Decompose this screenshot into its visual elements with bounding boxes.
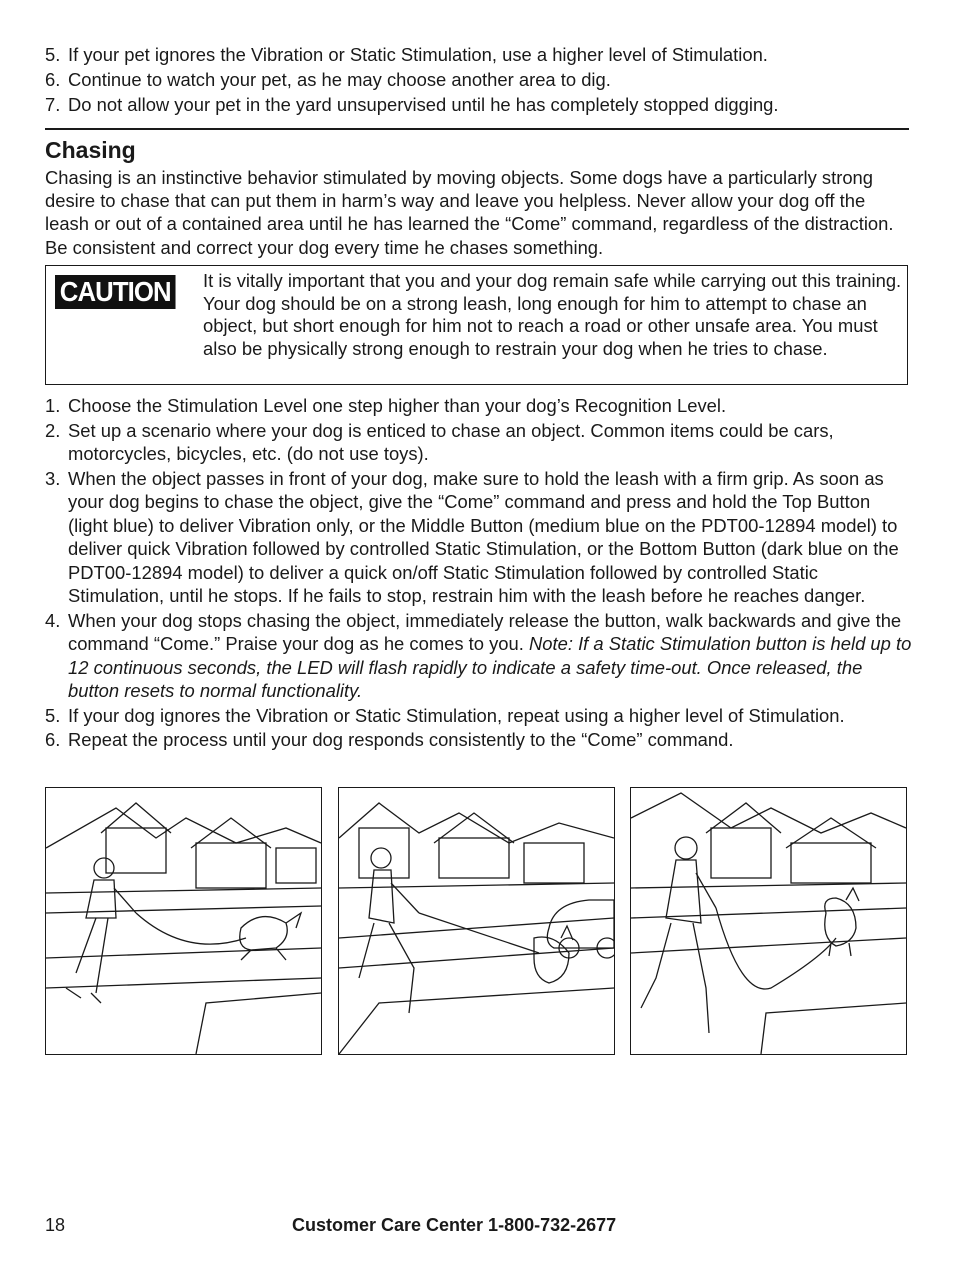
list-item xyxy=(45,728,915,752)
dog-returning-to-owner-illustration xyxy=(630,787,907,1055)
list-text: When your dog stops chasing the object, immediately release the button, walk backwards and give the command “Come.” Praise your dog as he comes to you. xyxy=(68,609,902,654)
caution-text: It is vitally important that you and your dog remain safe while carrying out this training. Your dog should be on a strong leash, long enough for him to attempt to chase an object, but short enough for him not to reach a road or other unsafe area. You must also be physically strong enough to restrain your dog when he tries to chase. xyxy=(203,270,902,359)
list-item xyxy=(45,394,915,418)
section-intro: Chasing is an instinctive behavior stimulated by moving objects. Some dogs have a particularly strong desire to chase that can put them in harm’s way and leave you helpless. Never allow your dog off the leash or out of a contained area until he has learned the “Come” command, regardless of the distraction. Be consistent and correct your dog every time he chases something. xyxy=(45,167,894,258)
list-item xyxy=(45,92,915,117)
section-divider xyxy=(45,128,909,130)
list-number: 4. xyxy=(45,609,61,631)
person-walking-dog-chasing-illustration xyxy=(45,787,322,1055)
list-item xyxy=(45,419,915,466)
list-text: Choose the Stimulation Level one step higher than your dog’s Recognition Level. xyxy=(68,395,727,416)
list-number: 6. xyxy=(45,69,61,90)
list-item xyxy=(45,609,915,703)
list-number: 5. xyxy=(45,44,61,65)
list-number: 5. xyxy=(45,704,61,726)
caution-label: CAUTION xyxy=(55,275,176,309)
list-text: When the object passes in front of your dog, make sure to hold the leash with a firm grip. As soon as your dog begins to chase the object, give the “Come” command and press and hold the Top Button (light blue) to deliver Vibration only, or the Middle Button (medium blue on the PDT00-12894 model) to deliver quick Vibration followed by controlled Static Stimulation, or the Bottom Button (dark blue on the PDT00-12894 model) to deliver a quick on/off Static Stimulation followed by controlled Static Stimulation, until he stops. If he fails to stop, restrain him with the leash before he reaches danger. xyxy=(68,467,899,606)
list-text: Continue to watch your pet, as he may choose another area to dig. xyxy=(68,69,611,90)
list-item xyxy=(45,704,915,728)
customer-care-line: Customer Care Center 1-800-732-2677 xyxy=(292,1215,617,1235)
list-item xyxy=(45,467,915,608)
safety-note: Note: If a Static Stimulation button is held up to 12 continuous seconds, the LED will flash rapidly to indicate a safety time-out. Once released, the button resets to normal functionality. xyxy=(68,633,912,701)
dog-chasing-car-illustration xyxy=(338,787,615,1055)
chasing-steps-list xyxy=(45,394,915,753)
section-heading: Chasing xyxy=(45,137,136,163)
list-text: If your pet ignores the Vibration or Static Stimulation, use a higher level of Stimulation. xyxy=(68,44,768,65)
list-item xyxy=(45,42,915,67)
previous-steps-list xyxy=(45,42,915,117)
list-text: Set up a scenario where your dog is enticed to chase an object. Common items could be cars, motorcycles, bicycles, etc. (do not use toys). xyxy=(68,419,834,464)
list-text: If your dog ignores the Vibration or Static Stimulation, repeat using a higher level of Stimulation. xyxy=(68,704,845,726)
list-number: 1. xyxy=(45,395,61,416)
list-number: 2. xyxy=(45,419,61,441)
list-number: 7. xyxy=(45,94,61,115)
caution-box xyxy=(45,265,908,385)
list-item xyxy=(45,67,915,92)
list-number: 3. xyxy=(45,467,61,489)
list-text: Repeat the process until your dog responds consistently to the “Come” command. xyxy=(68,729,734,750)
list-text: Do not allow your pet in the yard unsupervised until he has completely stopped digging. xyxy=(68,94,779,115)
list-number: 6. xyxy=(45,729,61,750)
page-number: 18 xyxy=(45,1215,66,1235)
